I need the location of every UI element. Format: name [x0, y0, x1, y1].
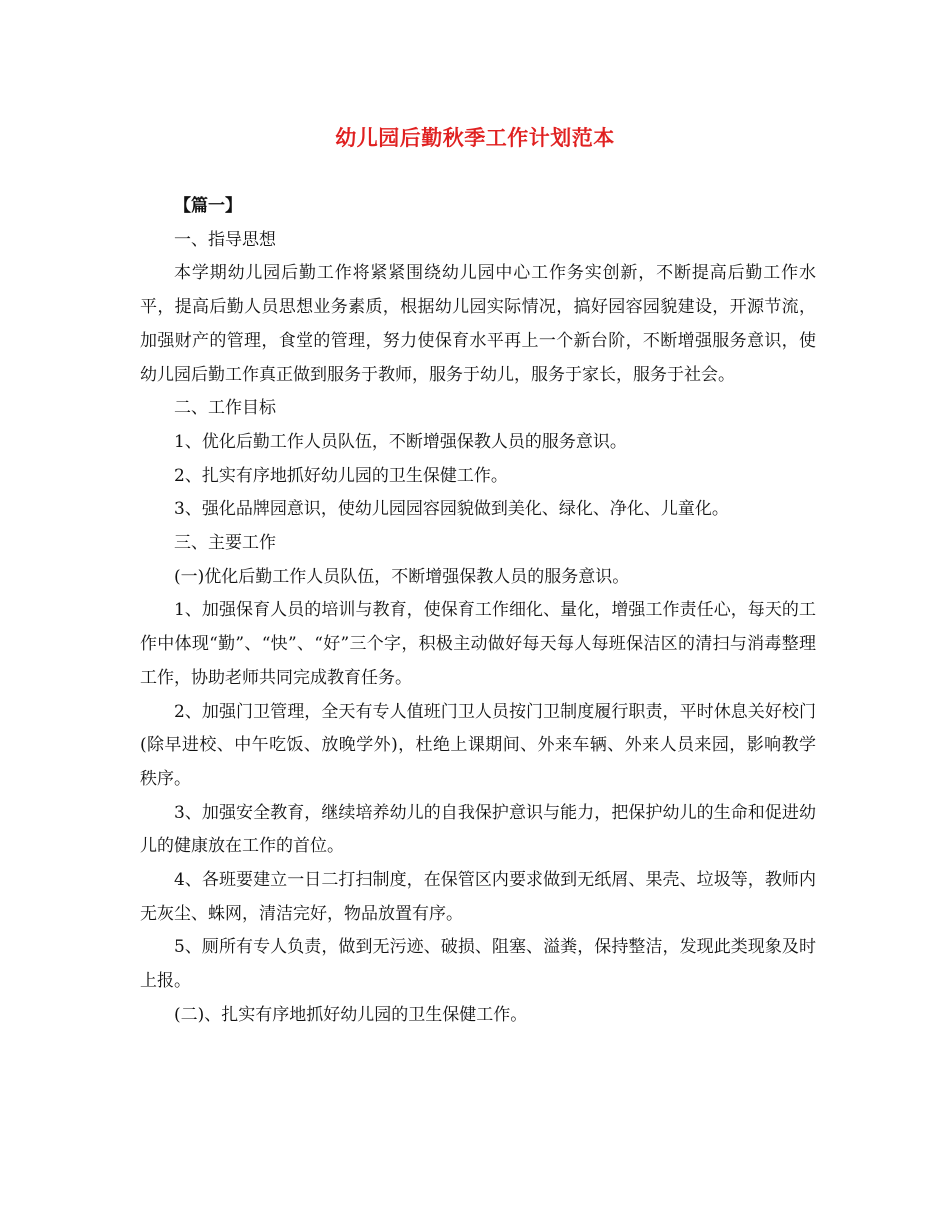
list-item: 3、强化品牌园意识，使幼儿园园容园貌做到美化、绿化、净化、儿童化。: [174, 499, 729, 520]
list-item: 4、各班要建立一日二打扫制度，在保管区内要求做到无纸屑、果壳、垃圾等，教师内无灰尘、蛛网，清洁完好，物品放置有序。: [140, 870, 816, 924]
list-item: 1、优化后勤工作人员队伍，不断增强保教人员的服务意识。: [174, 431, 627, 452]
section-heading: 一、指导思想: [174, 229, 276, 250]
list-item: 5、厕所有专人负责，做到无污迹、破损、阻塞、溢粪，保持整洁，发现此类现象及时上报。: [140, 937, 816, 992]
subsection-heading: (一)优化后勤工作人员队伍，不断增强保教人员的服务意识。: [174, 566, 630, 587]
section-heading: 二、工作目标: [174, 398, 276, 419]
subsection-heading: (二)、扎实有序地抓好幼儿园的卫生保健工作。: [174, 1004, 528, 1025]
paragraph: 本学期幼儿园后勤工作将紧紧围绕幼儿园中心工作务实创新，不断提高后勤工作水平，提高后勤人员思想业务素质，根据幼儿园实际情况，搞好园容园貌建设，开源节流，加强财产的管理，食堂的管理，努力使保育水平再上一个新台阶，不断增强服务意识，使幼儿园后勤工作真正做到服务于教师，服务于幼儿，服务于家长，服务于社会。: [140, 263, 816, 385]
list-item: 1、加强保育人员的培训与教育，使保育工作细化、量化，增强工作责任心，每天的工作中体现“勤”、“快”、“好”三个字，积极主动做好每天每人每班保洁区的清扫与消毒整理工作，协助老师共同完成教育任务。: [140, 600, 816, 688]
document-body: [140, 190, 816, 1033]
section-heading: 三、主要工作: [174, 533, 276, 554]
section-label: 【篇一】: [174, 196, 242, 216]
list-item: 2、加强门卫管理，全天有专人值班门卫人员按门卫制度履行职责，平时休息关好校门(除早进校、中午吃饭、放晚学外)，杜绝上课期间、外来车辆、外来人员来园，影响教学秩序。: [140, 701, 816, 789]
list-item: 2、扎实有序地抓好幼儿园的卫生保健工作。: [174, 465, 508, 486]
document-title: 幼儿园后勤秋季工作计划范本: [335, 125, 615, 150]
list-item: 3、加强安全教育，继续培养幼儿的自我保护意识与能力，把保护幼儿的生命和促进幼儿的健康放在工作的首位。: [140, 802, 816, 857]
